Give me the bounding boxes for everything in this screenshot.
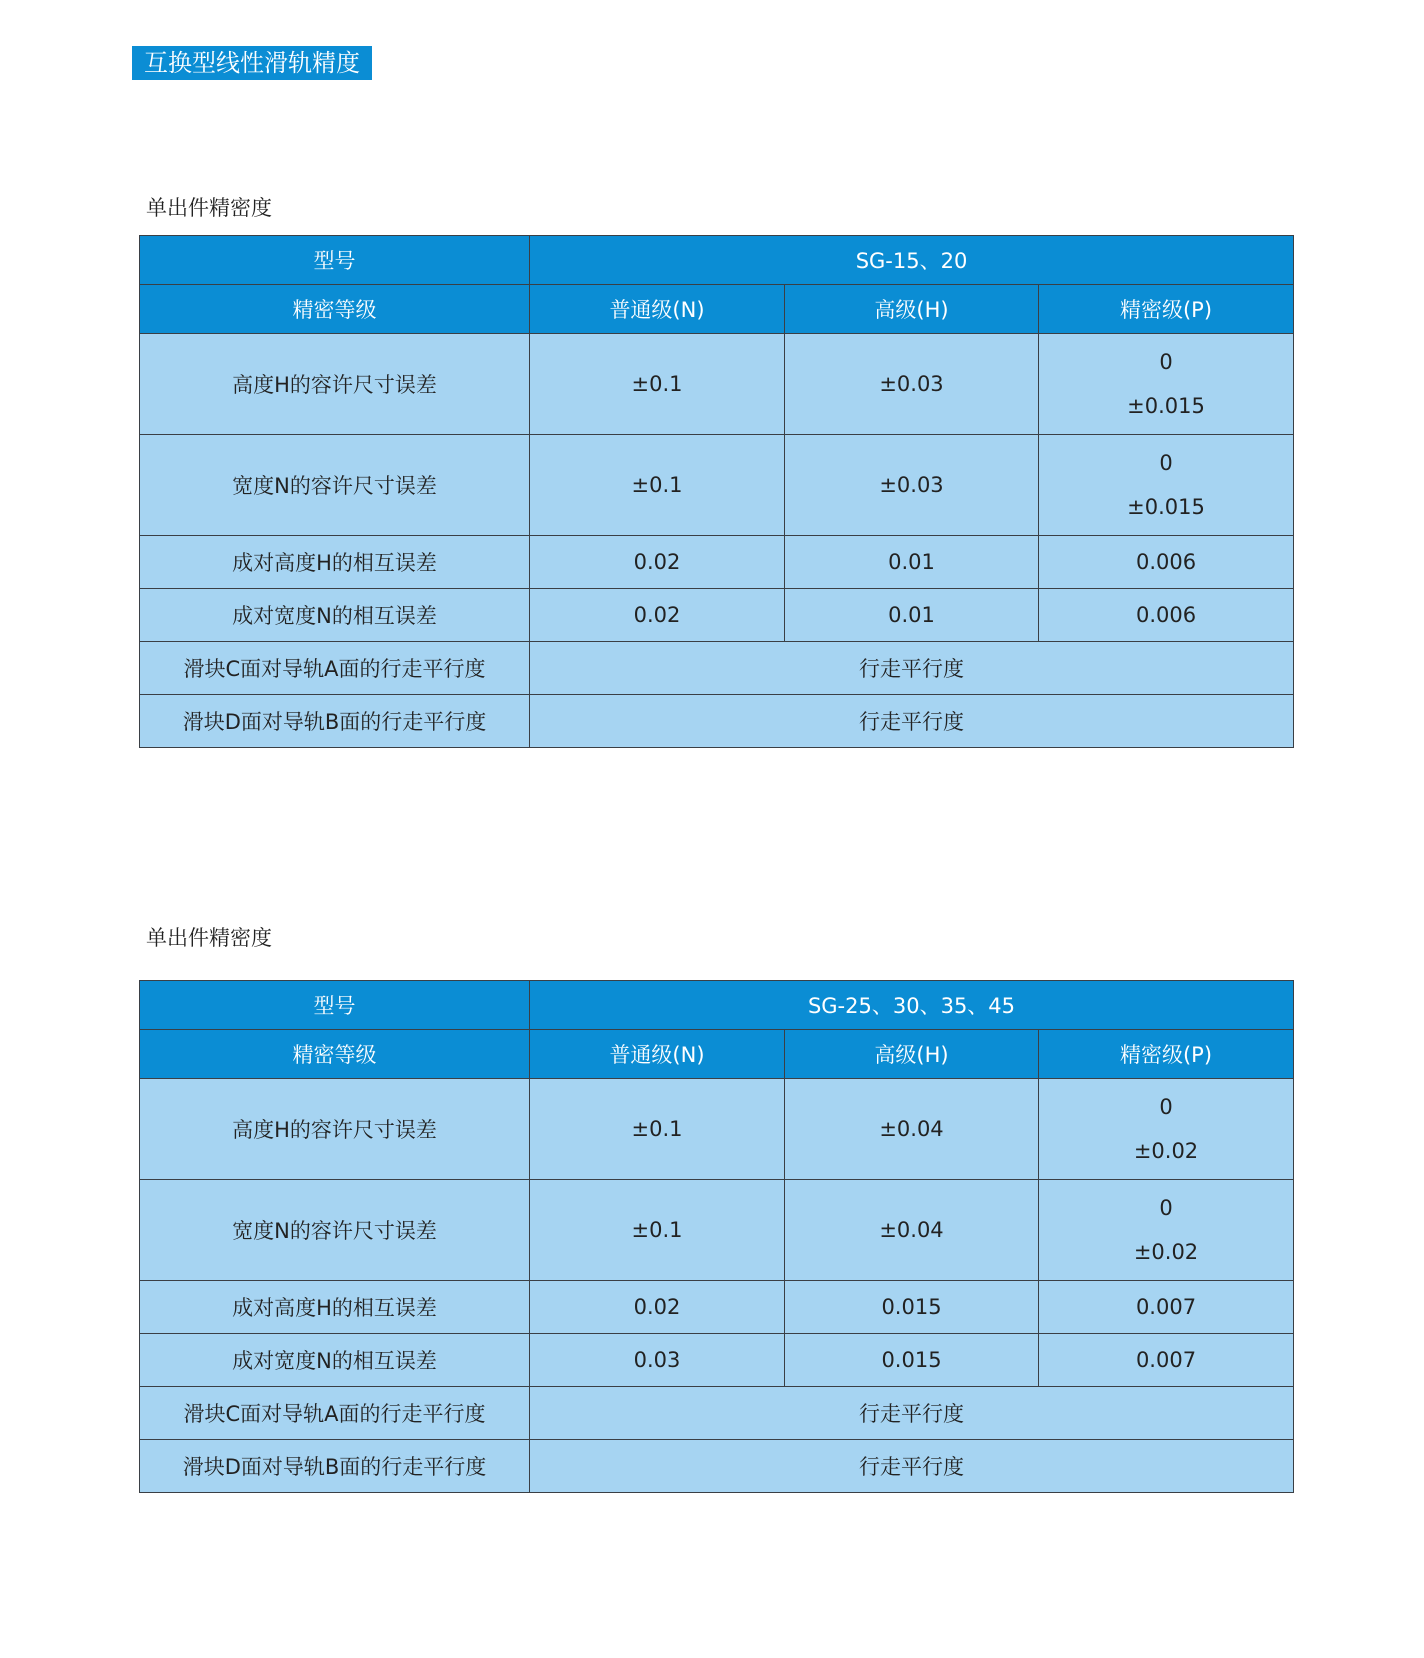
span-value: 行走平行度 — [530, 642, 1294, 695]
grade-precision: 精密级(P) — [1039, 285, 1294, 334]
value-high: 0.015 — [785, 1281, 1039, 1334]
value-high: 0.01 — [785, 589, 1039, 642]
table-row — [140, 1180, 1294, 1281]
value-precision-top: 0 — [1159, 451, 1173, 475]
value-normal: ±0.1 — [530, 334, 785, 435]
row-label: 成对高度H的相互误差 — [140, 1281, 530, 1334]
value-precision-top: 0 — [1159, 1095, 1173, 1119]
value-normal: 0.02 — [530, 589, 785, 642]
model-label: 型号 — [140, 981, 530, 1030]
table-header-row — [140, 1030, 1294, 1079]
row-label: 宽度N的容许尺寸误差 — [140, 1180, 530, 1281]
value-precision-bottom: ±0.02 — [1133, 1240, 1199, 1264]
value-precision — [1039, 1180, 1294, 1281]
grade-normal: 普通级(N) — [530, 285, 785, 334]
value-normal: 0.02 — [530, 1281, 785, 1334]
model-label: 型号 — [140, 236, 530, 285]
value-precision-top: 0 — [1159, 1196, 1173, 1220]
value-high: 0.01 — [785, 536, 1039, 589]
precision-table-1 — [139, 235, 1294, 748]
grade-high: 高级(H) — [785, 1030, 1039, 1079]
table-header-row — [140, 236, 1294, 285]
table-row — [140, 536, 1294, 589]
value-precision-bottom: ±0.02 — [1133, 1139, 1199, 1163]
grade-label: 精密等级 — [140, 285, 530, 334]
row-label: 高度H的容许尺寸误差 — [140, 334, 530, 435]
value-precision — [1039, 334, 1294, 435]
table-row — [140, 1281, 1294, 1334]
precision-table-2 — [139, 980, 1294, 1493]
span-value: 行走平行度 — [530, 695, 1294, 748]
table-row — [140, 695, 1294, 748]
row-label: 滑块D面对导轨B面的行走平行度 — [140, 1440, 530, 1493]
model-value: SG-25、30、35、45 — [530, 981, 1294, 1030]
value-precision — [1039, 1079, 1294, 1180]
row-label: 滑块C面对导轨A面的行走平行度 — [140, 1387, 530, 1440]
table-row — [140, 1440, 1294, 1493]
grade-normal: 普通级(N) — [530, 1030, 785, 1079]
value-precision-top: 0 — [1159, 350, 1173, 374]
grade-high: 高级(H) — [785, 285, 1039, 334]
value-precision-bottom: ±0.015 — [1127, 394, 1205, 418]
grade-label: 精密等级 — [140, 1030, 530, 1079]
row-label: 宽度N的容许尺寸误差 — [140, 435, 530, 536]
value-normal: 0.03 — [530, 1334, 785, 1387]
value-normal: ±0.1 — [530, 1079, 785, 1180]
value-high: ±0.04 — [785, 1079, 1039, 1180]
table-row — [140, 1387, 1294, 1440]
span-value: 行走平行度 — [530, 1440, 1294, 1493]
value-precision: 0.007 — [1039, 1281, 1294, 1334]
table-row — [140, 589, 1294, 642]
value-precision-bottom: ±0.015 — [1127, 495, 1205, 519]
table-row — [140, 1334, 1294, 1387]
row-label: 高度H的容许尺寸误差 — [140, 1079, 530, 1180]
model-value: SG-15、20 — [530, 236, 1294, 285]
page-title: 互换型线性滑轨精度 — [132, 46, 372, 80]
value-normal: ±0.1 — [530, 435, 785, 536]
value-high: ±0.03 — [785, 435, 1039, 536]
row-label: 成对宽度N的相互误差 — [140, 1334, 530, 1387]
row-label: 成对高度H的相互误差 — [140, 536, 530, 589]
table-header-row — [140, 285, 1294, 334]
table-header-row — [140, 981, 1294, 1030]
table-row — [140, 1079, 1294, 1180]
section-label-1: 单出件精密度 — [146, 196, 272, 220]
value-precision — [1039, 435, 1294, 536]
value-normal: 0.02 — [530, 536, 785, 589]
table-row — [140, 435, 1294, 536]
table-row — [140, 334, 1294, 435]
row-label: 滑块D面对导轨B面的行走平行度 — [140, 695, 530, 748]
value-precision: 0.007 — [1039, 1334, 1294, 1387]
span-value: 行走平行度 — [530, 1387, 1294, 1440]
row-label: 滑块C面对导轨A面的行走平行度 — [140, 642, 530, 695]
table-row — [140, 642, 1294, 695]
section-label-2: 单出件精密度 — [146, 926, 272, 950]
grade-precision: 精密级(P) — [1039, 1030, 1294, 1079]
value-high: ±0.03 — [785, 334, 1039, 435]
value-high: 0.015 — [785, 1334, 1039, 1387]
row-label: 成对宽度N的相互误差 — [140, 589, 530, 642]
value-high: ±0.04 — [785, 1180, 1039, 1281]
value-normal: ±0.1 — [530, 1180, 785, 1281]
value-precision: 0.006 — [1039, 589, 1294, 642]
value-precision: 0.006 — [1039, 536, 1294, 589]
